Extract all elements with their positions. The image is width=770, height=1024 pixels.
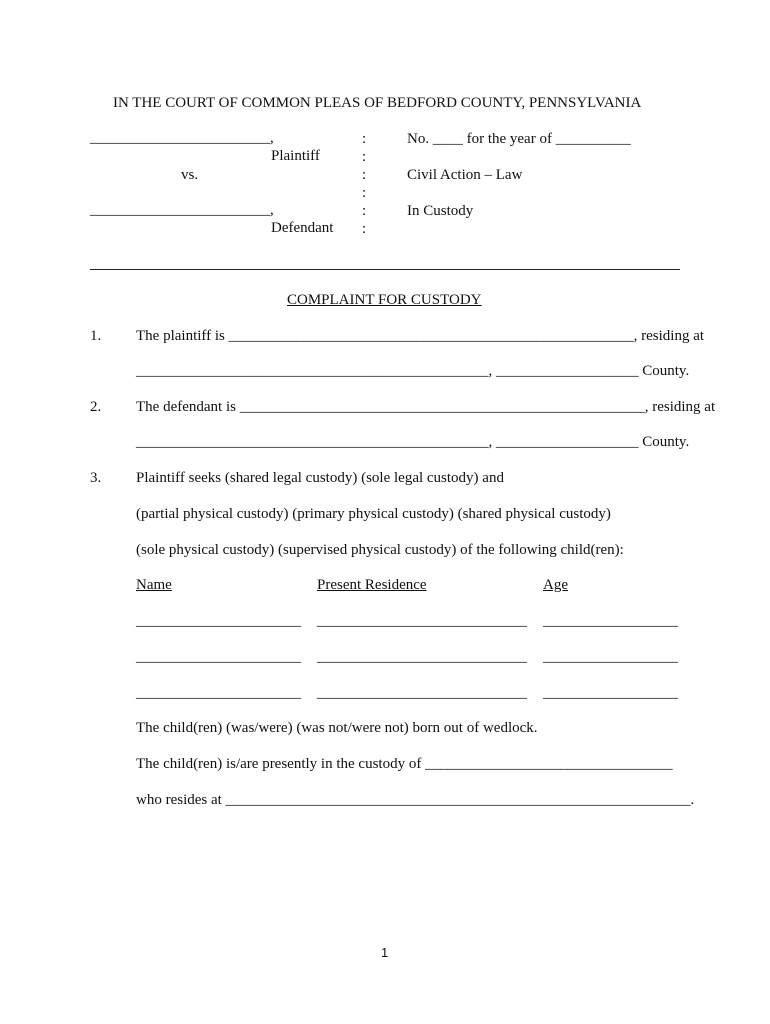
item-3-custody-line-1: Plaintiff seeks (shared legal custody) (sole legal custody) and — [136, 470, 504, 486]
complaint-title: COMPLAINT FOR CUSTODY — [287, 292, 482, 308]
child-name-blank[interactable]: ______________________ — [136, 613, 301, 629]
caption-colon: : — [362, 185, 367, 201]
item-2-defendant-line[interactable]: The defendant is ______________________________________________________, residing at — [136, 399, 716, 415]
in-custody-label: In Custody — [407, 203, 474, 219]
item-1-plaintiff-line[interactable]: The plaintiff is ______________________________________________________, residing at — [136, 328, 705, 344]
plaintiff-name-blank[interactable]: ________________________, — [90, 130, 274, 146]
item-2-address-line[interactable]: _______________________________________________, ___________________ County. — [136, 434, 690, 450]
page-number: 1 — [381, 945, 389, 960]
caption-colon: : — [362, 221, 367, 237]
item-1-address-line[interactable]: _______________________________________________, ___________________ County. — [136, 363, 690, 379]
child-residence-blank[interactable]: ____________________________ — [317, 685, 527, 701]
resides-at-line[interactable]: who resides at ______________________________________________________________. — [136, 792, 695, 808]
caption-colon: : — [362, 131, 367, 147]
caption-colon: : — [362, 203, 367, 219]
civil-action-label: Civil Action – Law — [407, 167, 523, 183]
caption-colon: : — [362, 167, 367, 183]
table-header-age: Age — [543, 577, 568, 593]
item-3-custody-line-3: (sole physical custody) (supervised physical custody) of the following child(ren): — [136, 542, 624, 558]
child-name-blank[interactable]: ______________________ — [136, 649, 301, 665]
child-residence-blank[interactable]: ____________________________ — [317, 649, 527, 665]
defendant-label: Defendant — [271, 220, 334, 236]
custody-of-line[interactable]: The child(ren) is/are presently in the custody of _________________________________ — [136, 756, 673, 772]
vs-label: vs. — [181, 167, 199, 183]
wedlock-statement: The child(ren) (was/were) (was not/were not) born out of wedlock. — [136, 720, 538, 736]
plaintiff-label: Plaintiff — [271, 148, 320, 164]
item-3-custody-line-2: (partial physical custody) (primary physical custody) (shared physical custody) — [136, 506, 611, 522]
child-residence-blank[interactable]: ____________________________ — [317, 613, 527, 629]
caption-colon: : — [362, 149, 367, 165]
item-1-number: 1. — [90, 328, 102, 344]
caption-divider — [90, 269, 680, 270]
table-header-name: Name — [136, 577, 172, 593]
case-number-line[interactable]: No. ____ for the year of __________ — [407, 131, 631, 147]
child-age-blank[interactable]: __________________ — [543, 685, 678, 701]
table-header-residence: Present Residence — [317, 577, 427, 593]
item-3-number: 3. — [90, 470, 102, 486]
child-age-blank[interactable]: __________________ — [543, 613, 678, 629]
child-name-blank[interactable]: ______________________ — [136, 685, 301, 701]
defendant-name-blank[interactable]: ________________________, — [90, 202, 274, 218]
item-2-number: 2. — [90, 399, 102, 415]
child-age-blank[interactable]: __________________ — [543, 649, 678, 665]
court-title: IN THE COURT OF COMMON PLEAS OF BEDFORD COUNTY, PENNSYLVANIA — [113, 95, 642, 111]
